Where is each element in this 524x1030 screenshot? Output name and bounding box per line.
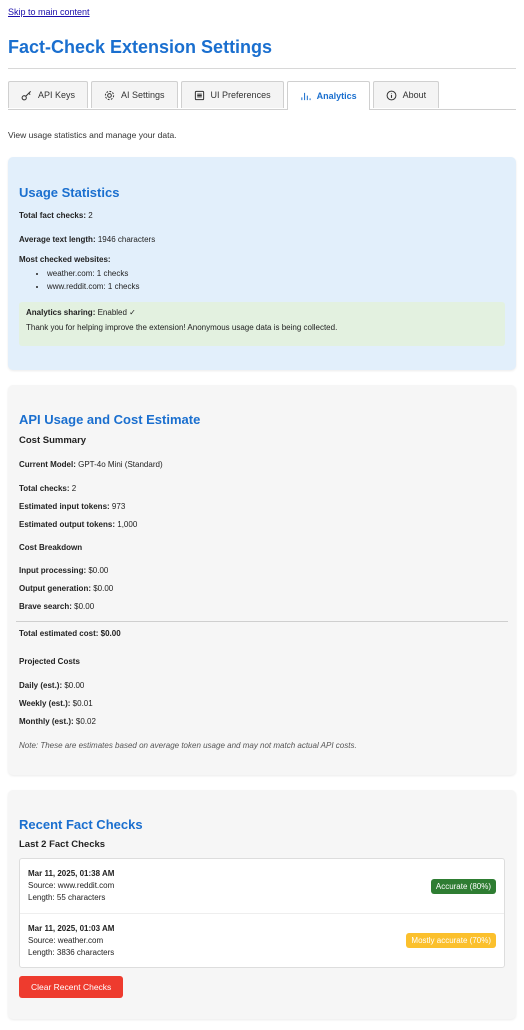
- check-date: Mar 11, 2025, 01:03 AM: [28, 923, 115, 933]
- cost-summary-heading: Cost Summary: [19, 435, 87, 446]
- gear-icon: [104, 90, 115, 101]
- list-item: [20, 913, 504, 967]
- estimated-output-tokens: Estimated output tokens: 1,000: [19, 520, 138, 529]
- cost-divider: [16, 621, 508, 622]
- usage-statistics-title: Usage Statistics: [19, 185, 120, 200]
- most-checked-websites-label: Most checked websites:: [19, 255, 111, 264]
- total-estimated-cost: Total estimated cost: $0.00: [19, 629, 121, 638]
- output-generation-cost: Output generation: $0.00: [19, 584, 114, 593]
- recent-checks-list: [19, 858, 505, 968]
- tab-label: About: [402, 90, 427, 100]
- page-title: Fact-Check Extension Settings: [8, 37, 273, 57]
- tab-ai-settings[interactable]: [91, 81, 178, 108]
- total-fact-checks: Total fact checks: 2: [19, 211, 93, 220]
- analytics-intro: View usage statistics and manage your data.: [8, 130, 177, 140]
- check-length: Length: 3836 characters: [28, 947, 115, 957]
- tab-api-keys[interactable]: [8, 81, 88, 108]
- tab-ui-preferences[interactable]: [181, 81, 284, 108]
- tab-label: UI Preferences: [210, 90, 271, 100]
- projected-costs-heading: Projected Costs: [19, 657, 80, 666]
- brave-search-cost: Brave search: $0.00: [19, 602, 95, 611]
- most-checked-websites-list: [19, 268, 505, 294]
- tab-label: API Keys: [38, 90, 76, 100]
- bar-chart-icon: [300, 91, 311, 102]
- clear-recent-checks-button[interactable]: Clear Recent Checks: [19, 976, 123, 998]
- total-checks: Total checks: 2: [19, 484, 77, 493]
- current-model: Current Model: GPT-4o Mini (Standard): [19, 460, 163, 469]
- list-item: • weather.com: 1 checks: [47, 268, 505, 281]
- analytics-sharing-note: Thank you for helping improve the extension! Anonymous usage data is being collected.: [26, 323, 338, 332]
- key-icon: [21, 90, 32, 101]
- check-date: Mar 11, 2025, 01:38 AM: [28, 869, 115, 878]
- recent-fact-checks-card: [8, 790, 516, 1019]
- recent-fact-checks-title: Recent Fact Checks: [19, 817, 143, 832]
- list-box-icon: [194, 90, 205, 101]
- status-badge: Accurate (80%): [431, 879, 496, 894]
- info-icon: [386, 90, 397, 101]
- tab-label: AI Settings: [121, 90, 165, 100]
- status-badge: Mostly accurate (70%): [406, 933, 496, 948]
- settings-tabs: [8, 81, 516, 110]
- skip-to-main-link[interactable]: Skip to main content: [8, 7, 90, 17]
- api-cost-title: API Usage and Cost Estimate: [19, 412, 201, 427]
- cost-breakdown-heading: Cost Breakdown: [19, 543, 83, 552]
- analytics-sharing-notice: [19, 302, 505, 346]
- cost-note: Note: These are estimates based on average token usage and may not match actual API costs.: [19, 741, 357, 750]
- check-length: Length: 55 characters: [28, 893, 106, 902]
- daily-cost: Daily (est.): $0.00: [19, 681, 85, 690]
- input-processing-cost: Input processing: $0.00: [19, 566, 109, 575]
- tab-label: Analytics: [316, 91, 357, 101]
- tab-about[interactable]: [373, 81, 440, 108]
- check-source: Source: www.reddit.com: [28, 881, 115, 890]
- monthly-cost: Monthly (est.): $0.02: [19, 717, 96, 726]
- api-cost-card: [8, 385, 516, 775]
- analytics-sharing-status: Analytics sharing: Enabled ✓: [26, 308, 136, 317]
- list-item: • www.reddit.com: 1 checks: [47, 281, 505, 294]
- recent-fact-checks-subheading: Last 2 Fact Checks: [19, 839, 106, 850]
- tab-analytics[interactable]: [287, 81, 370, 110]
- weekly-cost: Weekly (est.): $0.01: [19, 699, 93, 708]
- title-divider: [8, 68, 516, 69]
- average-text-length: Average text length: 1946 characters: [19, 235, 156, 244]
- usage-statistics-card: [8, 157, 516, 370]
- check-source: Source: weather.com: [28, 935, 104, 945]
- list-item: [20, 859, 504, 913]
- estimated-input-tokens: Estimated input tokens: 973: [19, 502, 126, 511]
